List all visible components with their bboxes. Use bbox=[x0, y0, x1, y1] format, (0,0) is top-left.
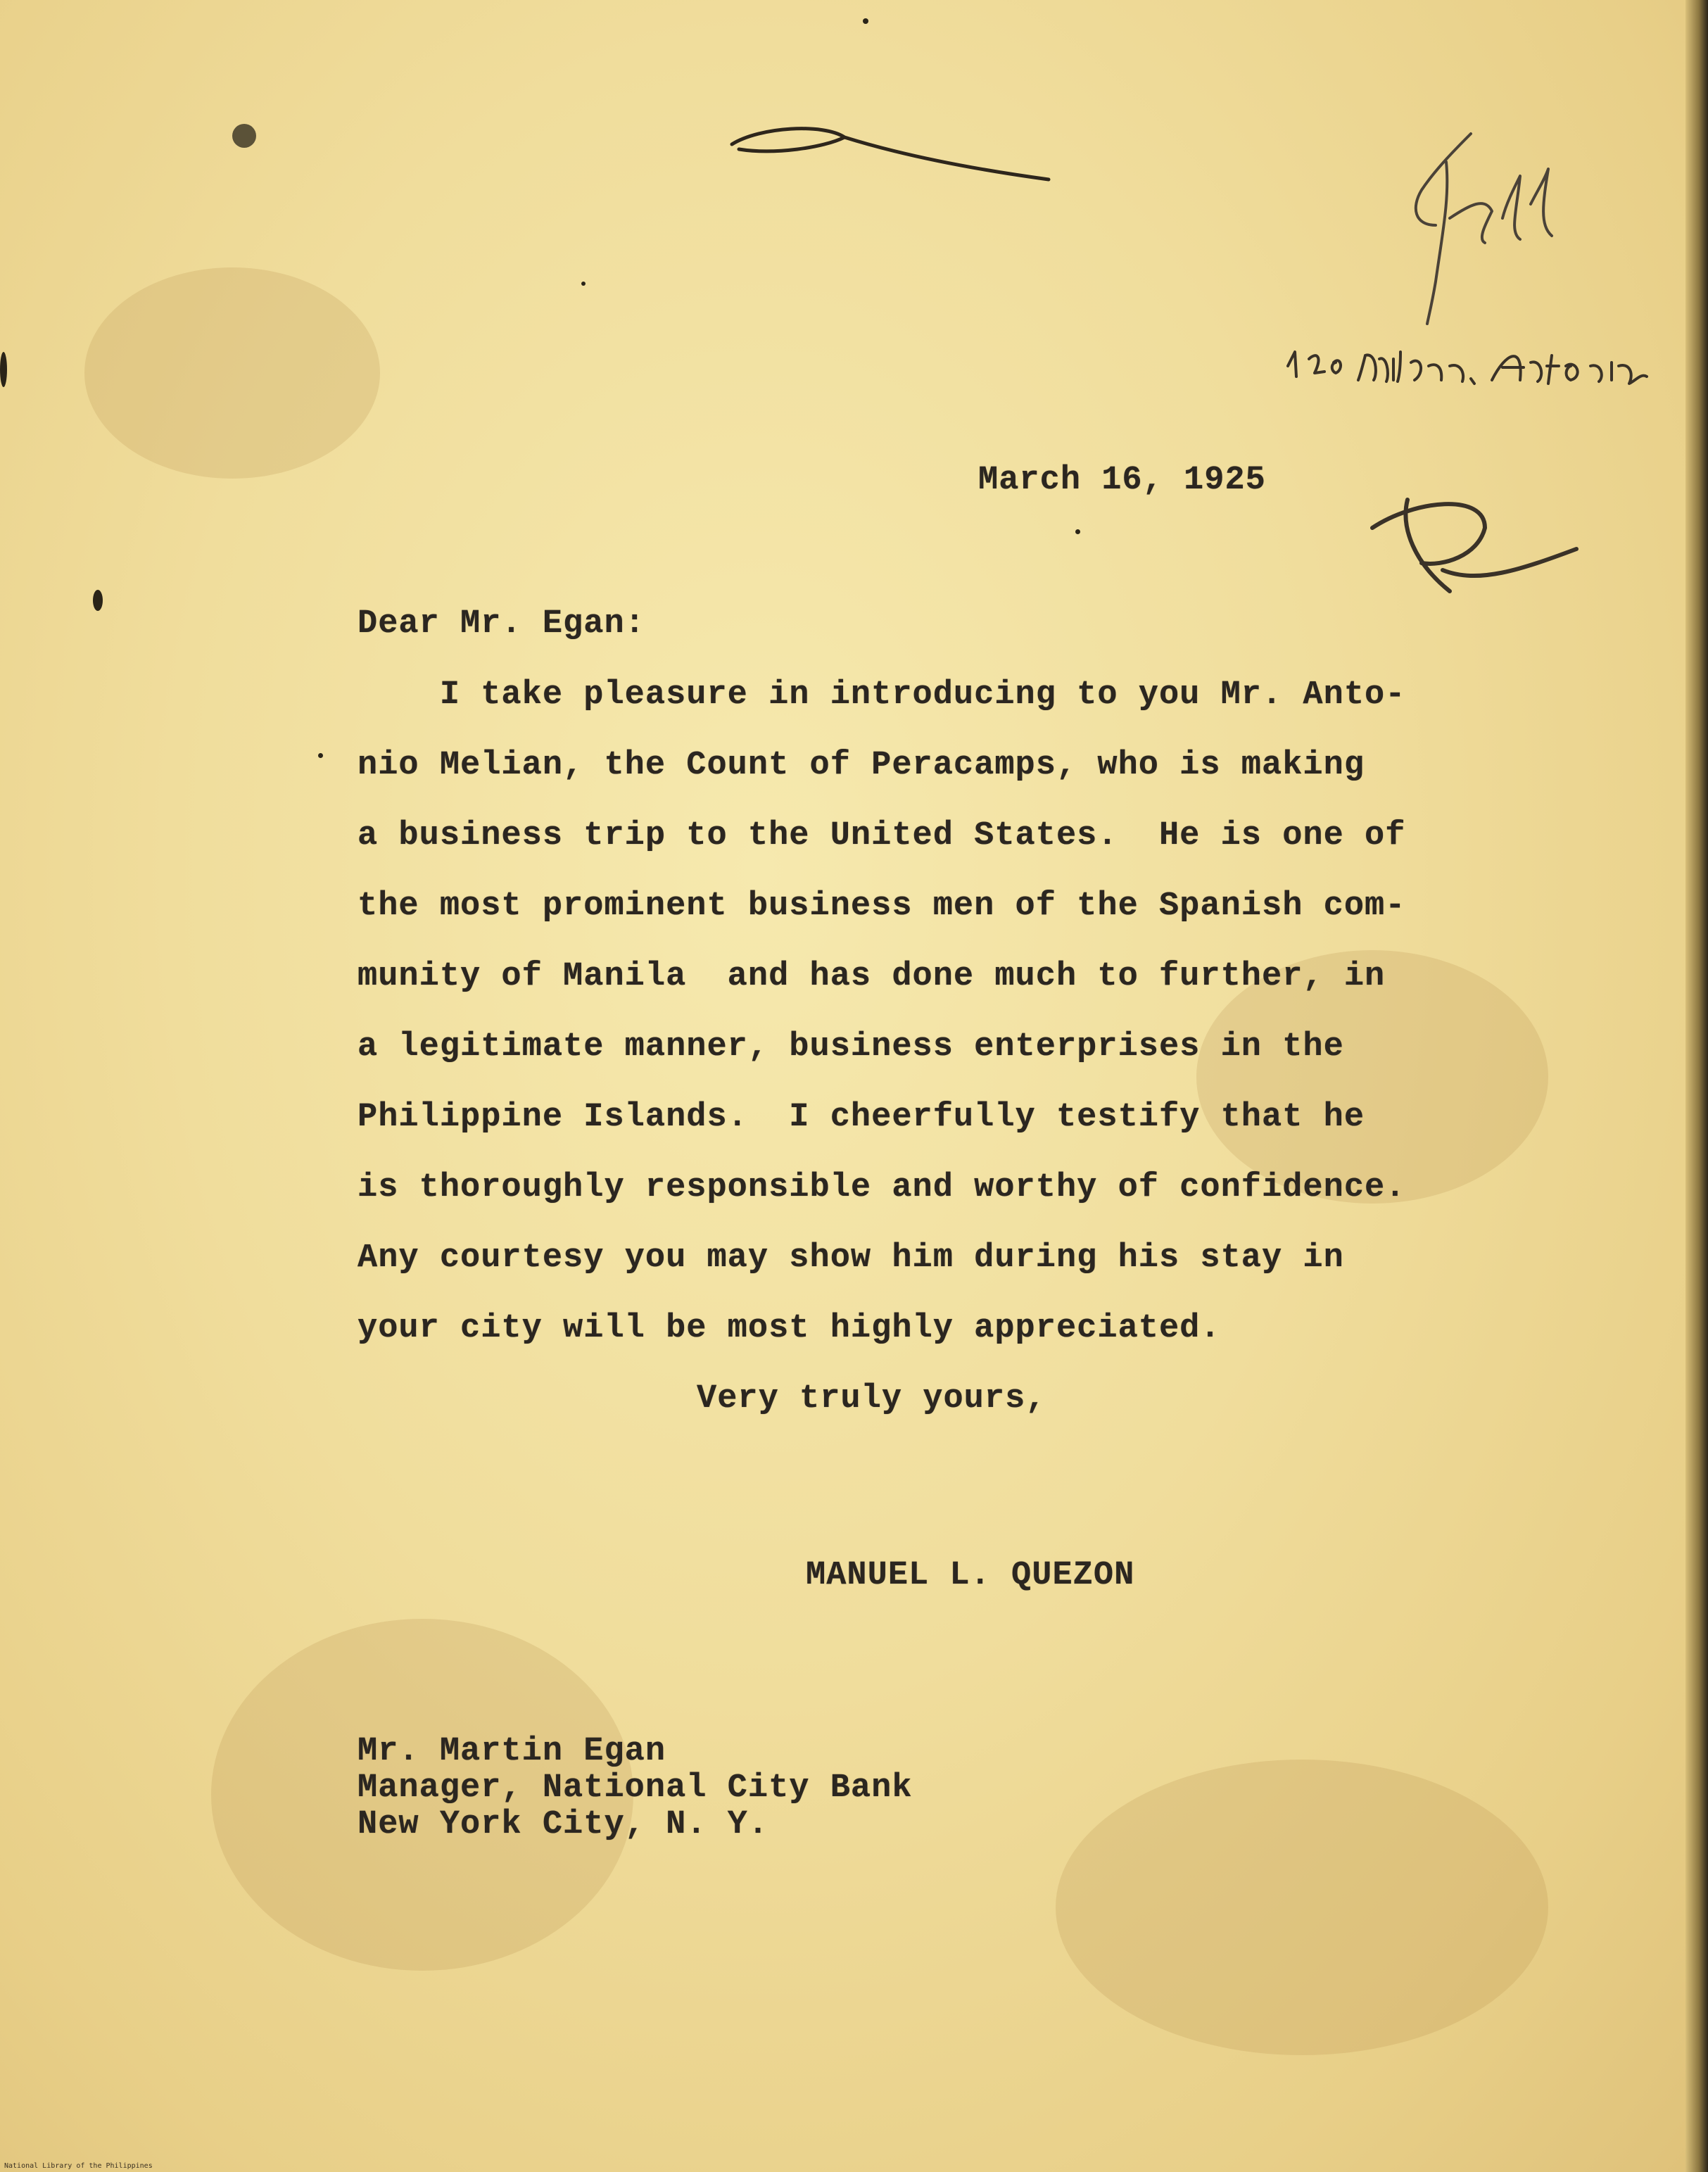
body-line: a legitimate manner, business enterprises in the bbox=[358, 1028, 1344, 1066]
body-line: is thoroughly responsible and worthy of confidence. bbox=[358, 1169, 1406, 1206]
body-line: Philippine Islands. I cheerfully testify that he bbox=[358, 1099, 1365, 1136]
recipient-name: Mr. Martin Egan bbox=[358, 1733, 666, 1770]
closing: Very truly yours, bbox=[697, 1380, 1046, 1418]
letter-date: March 16, 1925 bbox=[978, 462, 1266, 499]
ink-speck bbox=[318, 753, 323, 758]
paper-stain bbox=[84, 267, 380, 479]
ink-blot bbox=[232, 124, 256, 148]
salutation: Dear Mr. Egan: bbox=[358, 605, 645, 643]
body-line: the most prominent business men of the Spanish com- bbox=[358, 888, 1406, 925]
reference-annotation-icon bbox=[1281, 324, 1703, 408]
paper-stain bbox=[1056, 1760, 1548, 2055]
pencil-checkmark-icon bbox=[718, 106, 1070, 190]
ink-speck bbox=[581, 282, 586, 286]
body-line: your city will be most highly appreciated. bbox=[358, 1310, 1221, 1347]
signatory-name: MANUEL L. QUEZON bbox=[806, 1557, 1135, 1594]
body-line: Any courtesy you may show him during his stay in bbox=[358, 1239, 1344, 1277]
body-line: nio Melian, the Count of Peracamps, who is making bbox=[358, 747, 1365, 784]
ink-mark bbox=[93, 590, 103, 611]
body-line: a business trip to the United States. He is one of bbox=[358, 817, 1406, 854]
ink-mark bbox=[0, 352, 7, 387]
body-line: munity of Manila and has done much to further, in bbox=[358, 958, 1386, 995]
archive-stamp: National Library of the Philippines bbox=[4, 2162, 153, 2170]
file-annotation-icon bbox=[1379, 120, 1562, 331]
ink-speck bbox=[863, 18, 868, 24]
body-line: I take pleasure in introducing to you Mr. Anto- bbox=[358, 676, 1406, 714]
initials-annotation-icon bbox=[1358, 486, 1590, 612]
ink-speck bbox=[1075, 529, 1080, 534]
recipient-title: Manager, National City Bank bbox=[358, 1769, 913, 1807]
recipient-city: New York City, N. Y. bbox=[358, 1806, 769, 1843]
